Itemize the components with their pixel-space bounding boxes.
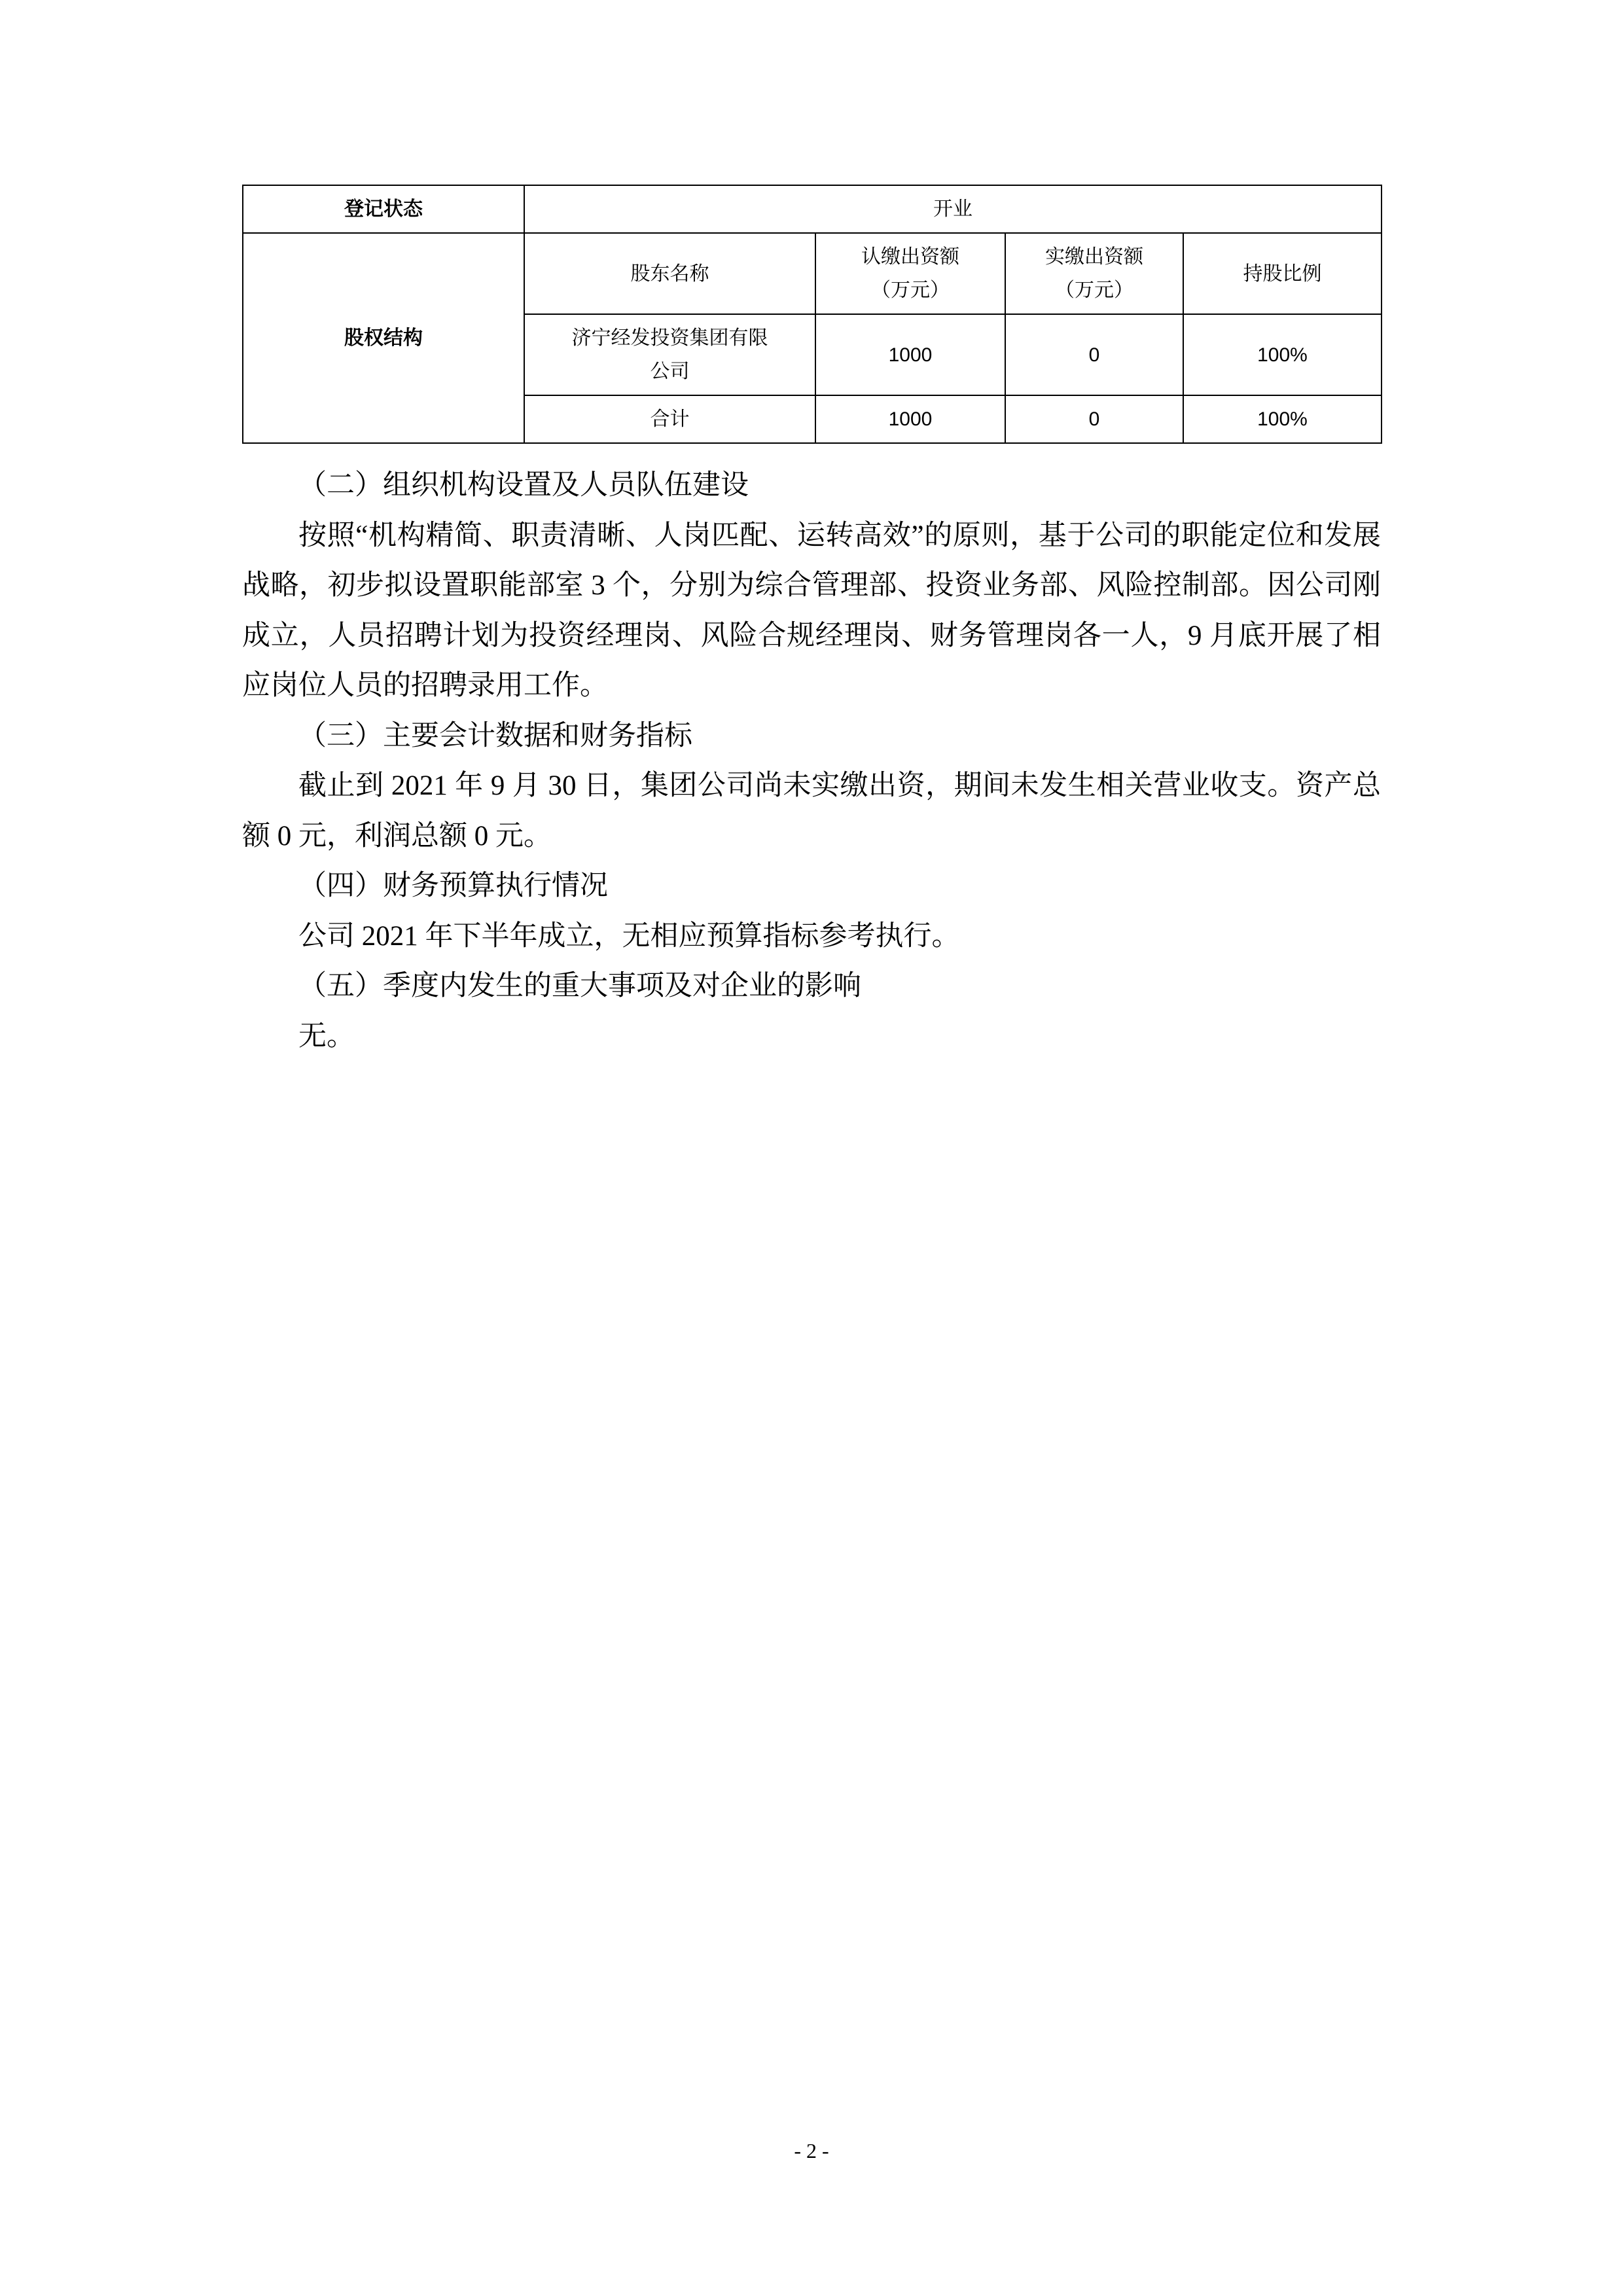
section-paragraph-2-1: 按照“机构精简、职责清晰、人岗匹配、运转高效”的原则，基于公司的职能定位和发展战略，初步拟设置职能部室 3 个，分别为综合管理部、投资业务部、风险控制部。因公司刚成立，人员招聘计划为投资经理岗、风险合规经理岗、财务管理岗各一人，9 月底开展了相应岗位人员的招聘录用工作。 (242, 520, 1381, 702)
cell-total-subscribed: 1000 (815, 395, 1005, 443)
cell-total-label: 合计 (524, 395, 815, 443)
section-heading-4: （四）财务预算执行情况 (298, 870, 608, 902)
row-label-equity-structure: 股权结构 (243, 233, 524, 443)
company-info-table (242, 185, 1382, 444)
cell-shareholder-paid: 0 (1005, 314, 1183, 395)
section-paragraph-5-1: 无。 (298, 1020, 355, 1052)
header-paid-capital (1005, 233, 1183, 314)
header-paid-capital-line2: （万元） (1055, 279, 1133, 301)
cell-shareholder-subscribed: 1000 (815, 314, 1005, 395)
page-content (242, 185, 1381, 1062)
header-paid-capital-line1: 实缴出资额 (1045, 246, 1143, 268)
row-value-registration-status: 开业 (524, 185, 1382, 233)
table-row-equity-header (243, 233, 1382, 314)
section-paragraph-4-1: 公司 2021 年下半年成立，无相应预算指标参考执行。 (298, 920, 960, 952)
section-heading-3: （三）主要会计数据和财务指标 (298, 720, 692, 751)
header-subscribed-capital-line1: 认缴出资额 (861, 246, 959, 268)
cell-total-paid: 0 (1005, 395, 1183, 443)
header-shareholding-ratio: 持股比例 (1183, 233, 1382, 314)
cell-shareholder-name-line1: 济宁经发投资集团有限 (571, 327, 768, 349)
header-shareholder-name: 股东名称 (524, 233, 815, 314)
section-heading-2: （二）组织机构设置及人员队伍建设 (298, 470, 749, 501)
header-subscribed-capital-line2: （万元） (871, 279, 950, 301)
cell-total-ratio: 100% (1183, 395, 1382, 443)
table-row-registration-status (243, 185, 1382, 233)
cell-shareholder-name (524, 314, 815, 395)
page-number: - 2 - (794, 2139, 829, 2162)
section-paragraph-3-1: 截止到 2021 年 9 月 30 日，集团公司尚未实缴出资，期间未发生相关营业收支。资产总额 0 元，利润总额 0 元。 (242, 770, 1381, 852)
row-label-registration-status: 登记状态 (243, 185, 524, 233)
header-subscribed-capital (815, 233, 1005, 314)
cell-shareholder-name-line2: 公司 (650, 361, 690, 382)
cell-shareholder-ratio: 100% (1183, 314, 1382, 395)
page-footer (0, 2139, 1623, 2163)
section-heading-5: （五）季度内发生的重大事项及对企业的影响 (298, 971, 861, 1002)
spacer-after-table (242, 444, 1381, 461)
